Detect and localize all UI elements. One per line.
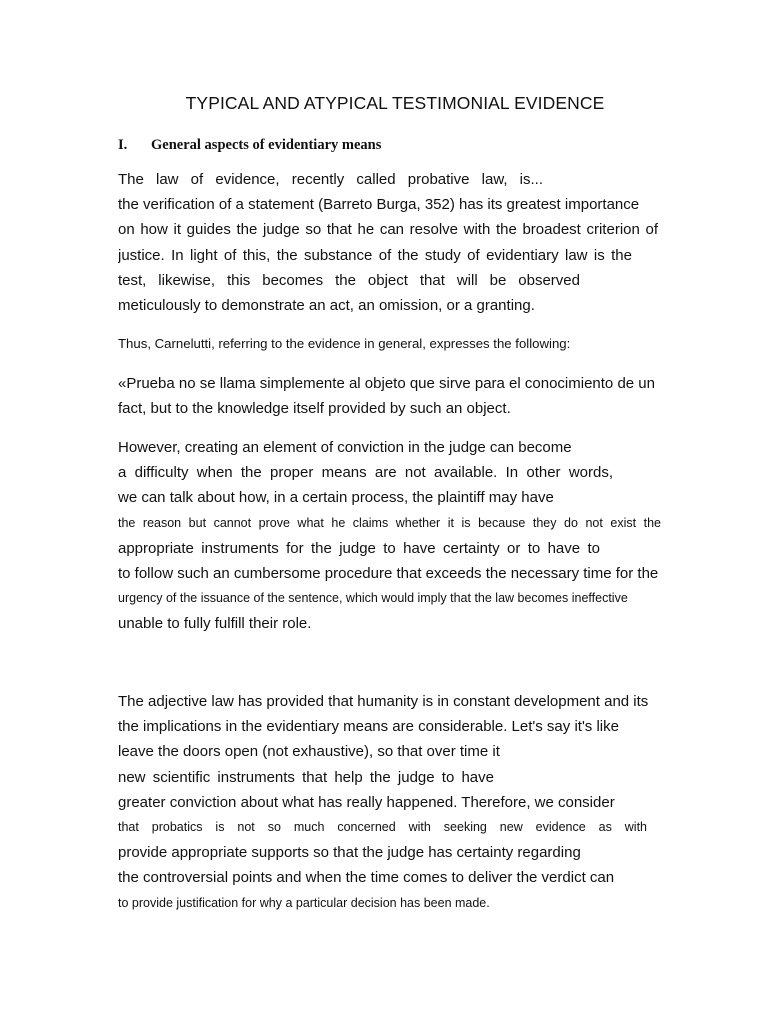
paragraph-line: test, likewise, this becomes the object that will be observed: [118, 271, 580, 289]
paragraph-line: unable to fully fulfill their role.: [118, 615, 312, 633]
paragraph-line: the implications in the evidentiary means are considerable. Let's say it's like: [118, 718, 619, 736]
paragraph-line: that probatics is not so much concerned with seeking new evidence as with: [118, 819, 647, 834]
paragraph-line: However, creating an element of conviction in the judge can become: [118, 439, 572, 456]
paragraph-line: the reason but cannot prove what he claims whether it is because they do not exist the: [118, 515, 661, 530]
paragraph-line: a difficulty when the proper means are not available. In other words,: [118, 464, 613, 482]
quote-line: «Prueba no se llama simplemente al objeto que sirve para el conocimiento de un: [118, 375, 655, 392]
paragraph-3: [118, 689, 668, 916]
section-number: I.: [118, 137, 128, 153]
paragraph-line: to follow such an cumbersome procedure that exceeds the necessary time for the: [118, 564, 659, 582]
paragraph-line: the controversial points and when the time comes to deliver the verdict can: [118, 869, 615, 887]
paragraph-line: to provide justification for why a particular decision has been made.: [118, 895, 490, 910]
paragraph-line: The law of evidence, recently called probative law, is...: [118, 171, 543, 188]
paragraph-line: The adjective law has provided that humanity is in constant development and its: [118, 693, 649, 710]
paragraph-1: [118, 167, 658, 318]
section-heading-text: General aspects of evidentiary means: [151, 137, 382, 153]
quote-line: fact, but to the knowledge itself provided by such an object.: [118, 400, 511, 418]
paragraph-line: greater conviction about what has really happened. Therefore, we consider: [118, 793, 615, 811]
paragraph-line: provide appropriate supports so that the judge has certainty regarding: [118, 844, 581, 862]
paragraph-line: the verification of a statement (Barreto Burga, 352) has its greatest importance: [118, 196, 640, 214]
paragraph-line: leave the doors open (not exhaustive), so that over time it: [118, 743, 500, 761]
paragraph-2: [118, 435, 693, 637]
paragraph-line: new scientific instruments that help the judge to have: [118, 768, 494, 786]
paragraph-line: urgency of the issuance of the sentence, which would imply that the law becomes ineffective: [118, 591, 628, 606]
paragraph-line: on how it guides the judge so that he can resolve with the broadest criterion of: [118, 221, 658, 239]
document-title: TYPICAL AND ATYPICAL TESTIMONIAL EVIDENCE: [185, 93, 605, 113]
paragraph-line: we can talk about how, in a certain process, the plaintiff may have: [118, 489, 554, 507]
paragraph-line: justice. In light of this, the substance of the study of evidentiary law is the: [118, 246, 632, 264]
carnelutti-intro: Thus, Carnelutti, referring to the evidence in general, expresses the following:: [118, 336, 571, 351]
section-heading: [118, 136, 381, 154]
paragraph-line: appropriate instruments for the judge to have certainty or to have to: [118, 539, 600, 557]
paragraph-line: meticulously to demonstrate an act, an omission, or a granting.: [118, 296, 535, 314]
quote-paragraph: [118, 371, 658, 421]
